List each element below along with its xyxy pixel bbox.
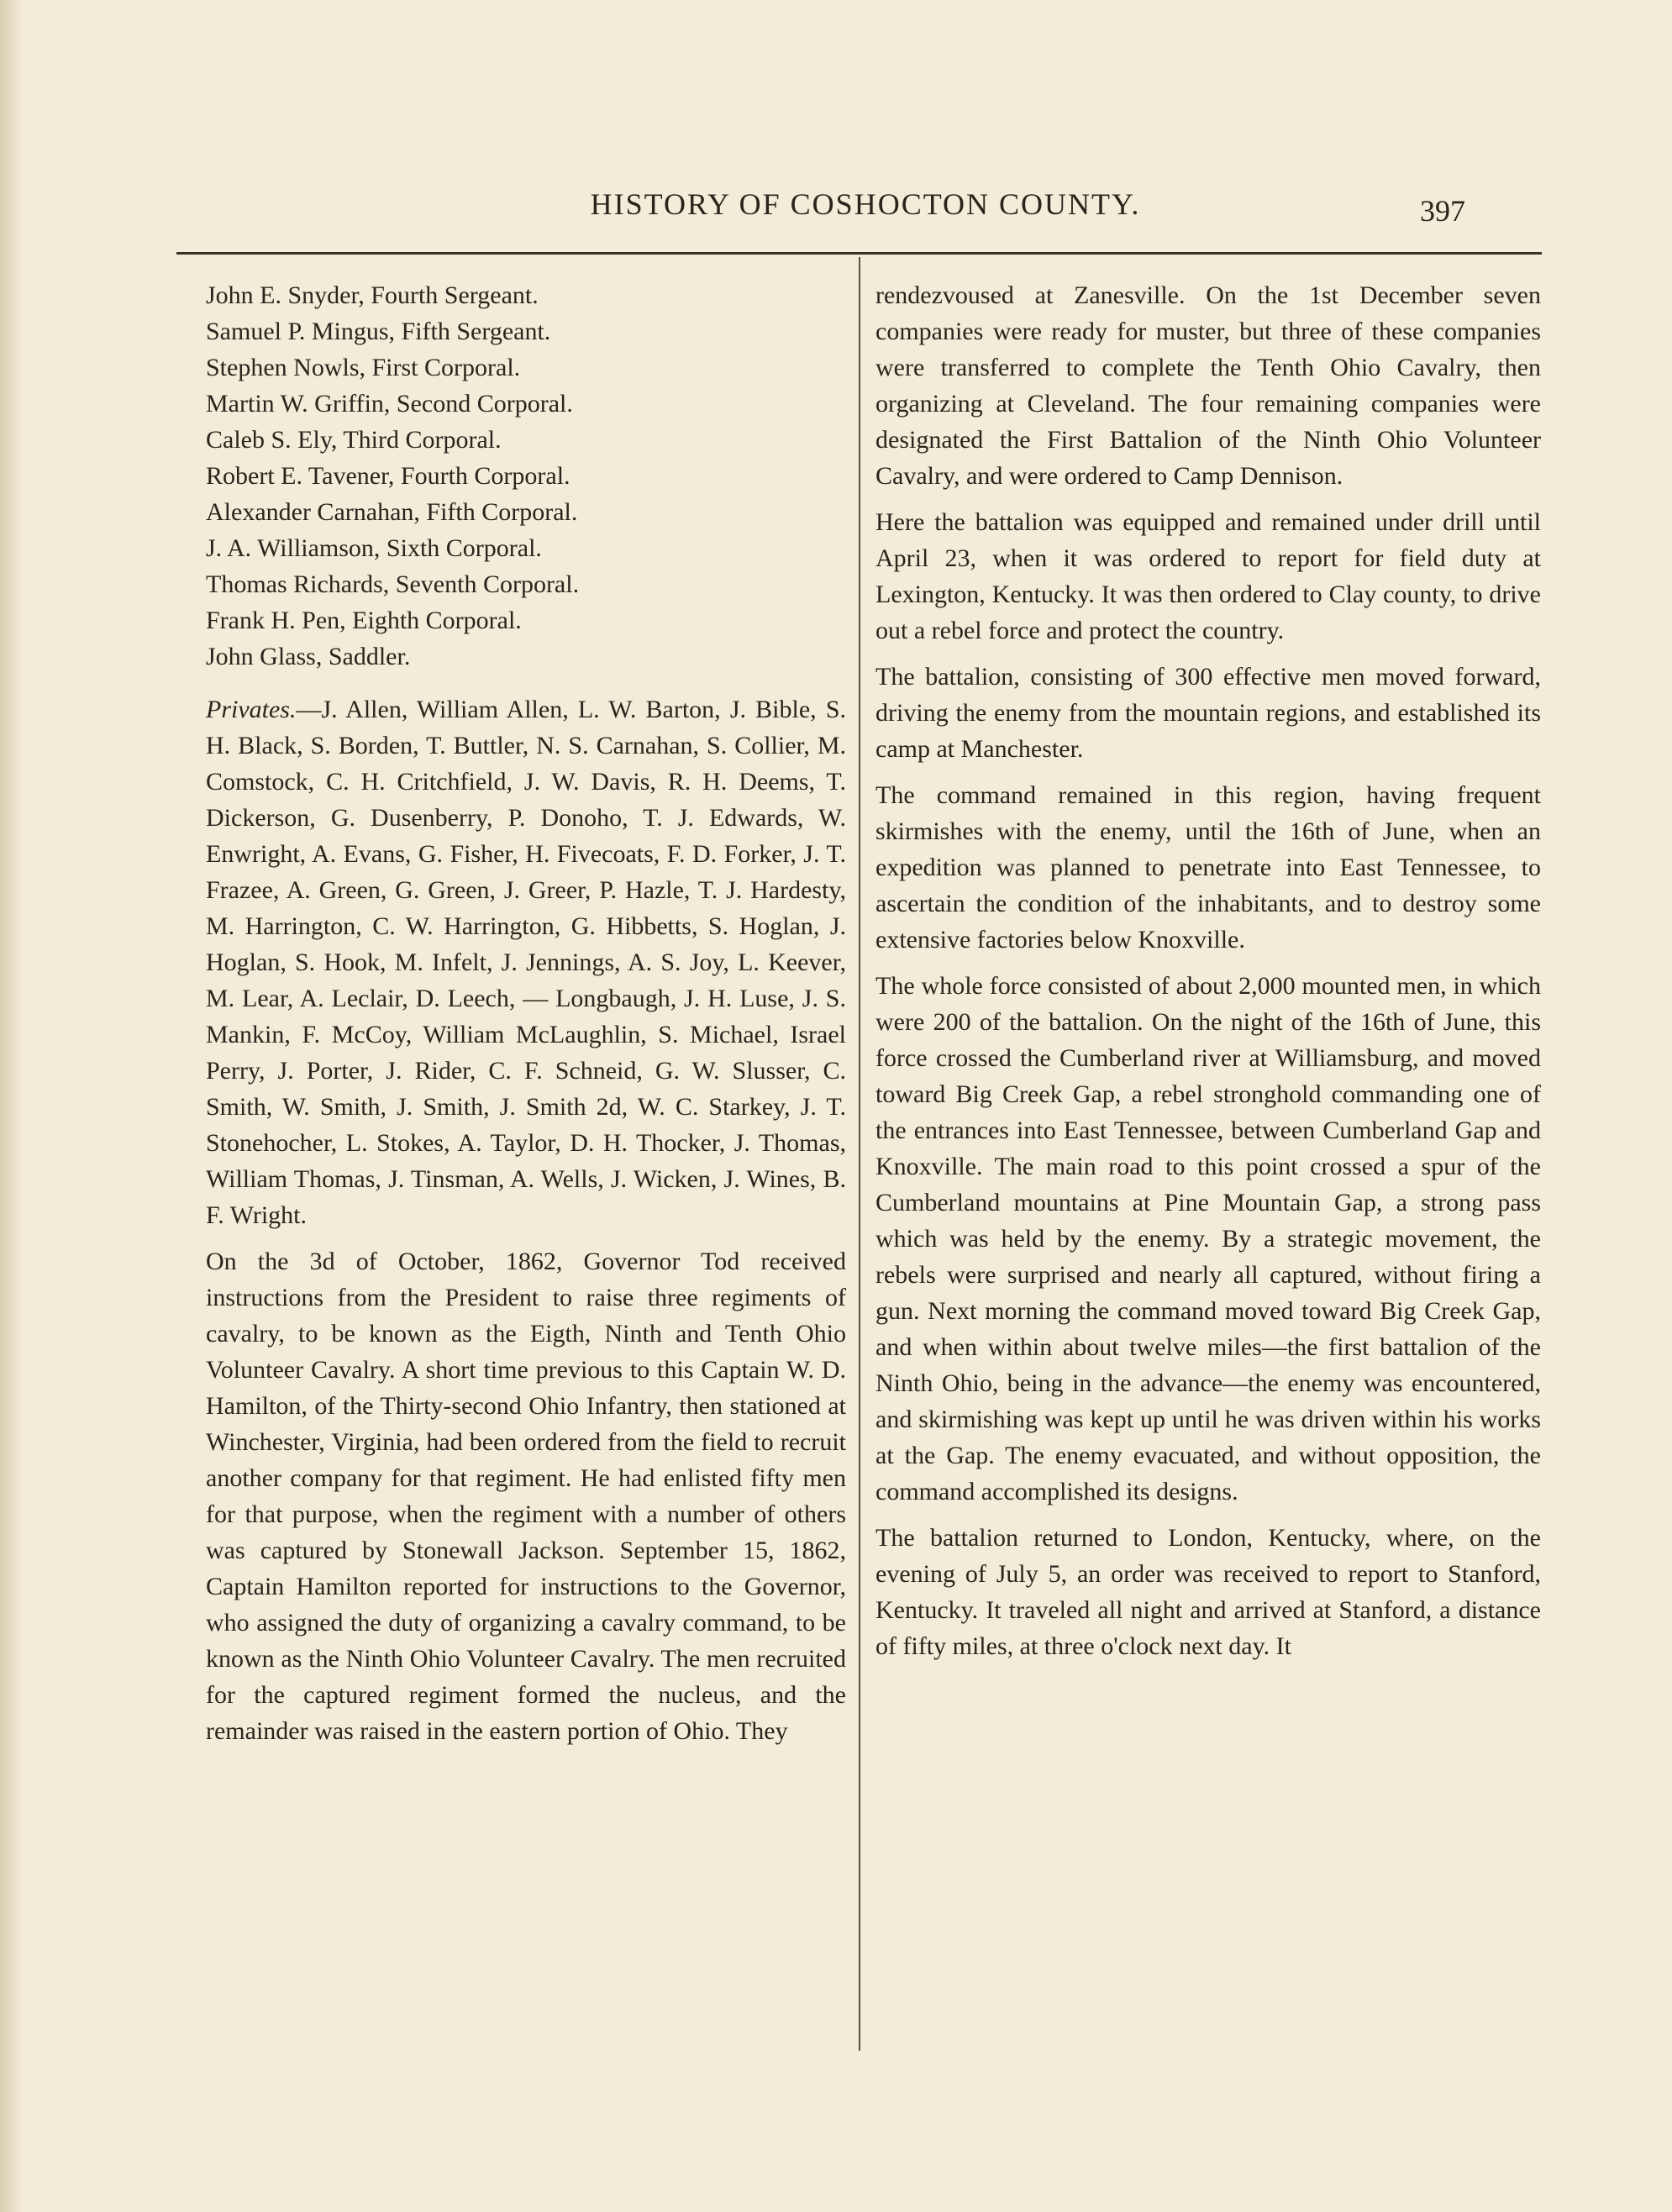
privates-paragraph	[206, 691, 846, 1233]
left-column	[206, 277, 846, 1749]
header-rule	[176, 252, 1542, 255]
roster-line: Robert E. Tavener, Fourth Corporal.	[206, 462, 570, 490]
roster-line: Samuel P. Mingus, Fifth Sergeant.	[206, 318, 551, 345]
roster-line: Martin W. Griffin, Second Corporal.	[206, 390, 573, 418]
body-paragraph: The battalion, consisting of 300 effective men moved forward, driving the enemy from the mountain regions, and established its camp at Manchester.	[875, 663, 1541, 763]
right-column	[875, 277, 1541, 1664]
body-paragraph: On the 3d of October, 1862, Governor Tod received instructions from the President to raise three regiments of cavalry, to be known as the Eigth, Ninth and Tenth Ohio Volunteer Cavalry. A short time previous to this Captain W. D. Hamilton, of the Thirty-second Ohio Infantry, then stationed at Winchester, Virginia, had been ordered from the field to recruit another company for that regiment. He had enlisted fifty men for that purpose, when the regiment with a number of others was captured by Stonewall Jackson. September 15, 1862, Captain Hamilton reported for instructions to the Governor, who assigned the duty of organizing a cavalry command, to be known as the Ninth Ohio Volunteer Cavalry. The men recruited for the captured regiment formed the nucleus, and the remainder was raised in the eastern portion of Ohio. They	[206, 1248, 846, 1745]
column-divider	[859, 257, 860, 2051]
body-paragraph: The whole force consisted of about 2,000 mounted men, in which were 200 of the battalion. On the night of the 16th of June, this force crossed the Cumberland river at Williamsburg, and moved toward Big Creek Gap, a rebel stronghold commanding one of the entrances into East Tennessee, between Cumberland Gap and Knoxville. The main road to this point crossed a spur of the Cumberland mountains at Pine Mountain Gap, a strong pass which was held by the enemy. By a strategic movement, the rebels were surprised and nearly all captured, without firing a gun. Next morning the command moved toward Big Creek Gap, and when within about twelve miles—the first battalion of the Ninth Ohio, being in the advance—the enemy was encountered, and skirmishing was kept up until he was driven within his works at the Gap. The enemy evacuated, and without opposition, the command accomplished its designs.	[875, 972, 1541, 1505]
officer-roster	[206, 277, 846, 675]
body-paragraph: Here the battalion was equipped and remained under drill until April 23, when it was ordered to report for field duty at Lexington, Kentucky. It was then ordered to Clay county, to drive out a rebel force and protect the country.	[875, 508, 1541, 644]
privates-list: —J. Allen, William Allen, L. W. Barton, J. Bible, S. H. Black, S. Borden, T. Buttler, N. S. Carnahan, S. Collier, M. Comstock, C. H. Critchfield, J. W. Davis, R. H. Deems, T. Dickerson, G. Dusenberry, P. Donoho, T. J. Edwards, W. Enwright, A. Evans, G. Fisher, H. Fivecoats, F. D. Forker, J. T. Frazee, A. Green, G. Green, J. Greer, P. Hazle, T. J. Hardesty, M. Harrington, C. W. Harrington, G. Hibbetts, S. Hoglan, J. Hoglan, S. Hook, M. Infelt, J. Jennings, A. S. Joy, L. Keever, M. Lear, A. Leclair, D. Leech, — Longbaugh, J. H. Luse, J. S. Mankin, F. McCoy, William McLaughlin, S. Michael, Israel Perry, J. Porter, J. Rider, C. F. Schneid, G. W. Slusser, C. Smith, W. Smith, J. Smith, J. Smith 2d, W. C. Starkey, J. T. Stonehocher, L. Stokes, A. Taylor, D. H. Thocker, J. Thomas, William Thomas, J. Tinsman, A. Wells, J. Wicken, J. Wines, B. F. Wright.	[206, 696, 846, 1229]
roster-line: John Glass, Saddler.	[206, 643, 411, 670]
page-number: 397	[1420, 194, 1465, 228]
body-paragraph: rendezvoused at Zanesville. On the 1st December seven companies were ready for muster, but three of these companies were transferred to complete the Tenth Ohio Cavalry, then organizing at Cleveland. The four remaining companies were designated the First Battalion of the Ninth Ohio Volunteer Cavalry, and were ordered to Camp Dennison.	[875, 281, 1541, 490]
roster-line: Frank H. Pen, Eighth Corporal.	[206, 607, 522, 634]
roster-line: Stephen Nowls, First Corporal.	[206, 354, 521, 381]
roster-line: J. A. Williamson, Sixth Corporal.	[206, 534, 542, 562]
roster-line: Alexander Carnahan, Fifth Corporal.	[206, 498, 578, 526]
privates-label: Privates.	[206, 696, 297, 723]
running-head	[176, 187, 1554, 237]
page-edge-shadow	[0, 0, 24, 2212]
body-paragraph: The battalion returned to London, Kentucky, where, on the evening of July 5, an order was received to report to Stanford, Kentucky. It traveled all night and arrived at Stanford, a distance of fifty miles, at three o'clock next day. It	[875, 1524, 1541, 1660]
roster-line: Caleb S. Ely, Third Corporal.	[206, 426, 502, 454]
roster-line: Thomas Richards, Seventh Corporal.	[206, 570, 580, 598]
roster-line: John E. Snyder, Fourth Sergeant.	[206, 281, 539, 309]
page-title: HISTORY OF COSHOCTON COUNTY.	[590, 187, 1141, 221]
body-paragraph: The command remained in this region, having frequent skirmishes with the enemy, until the 16th of June, when an expedition was planned to penetrate into East Tennessee, to ascertain the condition of the inhabitants, and to destroy some extensive factories below Knoxville.	[875, 781, 1541, 954]
